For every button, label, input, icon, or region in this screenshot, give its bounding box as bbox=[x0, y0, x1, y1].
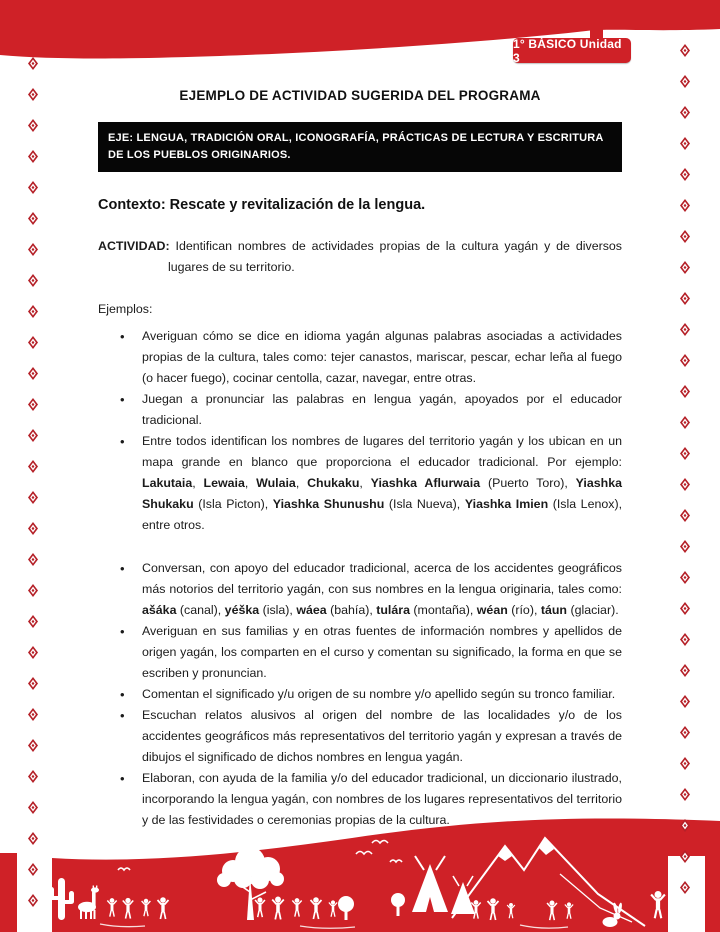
right-border-diamonds bbox=[680, 44, 690, 894]
eje-banner bbox=[98, 122, 622, 172]
diamond-ornament-icon bbox=[680, 664, 690, 677]
diamond-ornament-icon bbox=[680, 447, 690, 460]
contexto-heading: Contexto: Rescate y revitalización de la lengua. bbox=[98, 197, 426, 214]
diamond-ornament-icon bbox=[28, 863, 38, 876]
diamond-ornament-icon bbox=[680, 509, 690, 522]
diamond-ornament-icon bbox=[28, 677, 38, 690]
diamond-ornament-icon bbox=[28, 398, 38, 411]
diamond-ornament-icon bbox=[680, 75, 690, 88]
unit-badge-label: 1° BÁSICO Unidad 3 bbox=[513, 36, 622, 65]
bullet-item: • Escuchan relatos alusivos al origen del nombre de las localidades y/o de los accidentes geográficos más representativos del territorio yagán y expresan a través de dibujos el significado de dichos nombres en lengua yagán. bbox=[98, 705, 622, 768]
diamond-ornament-icon bbox=[680, 540, 690, 553]
diamond-ornament-icon bbox=[680, 416, 690, 429]
diamond-ornament-icon bbox=[680, 478, 690, 491]
eje-banner-text: EJE: LENGUA, TRADICIÓN ORAL, ICONOGRAFÍA, PRÁCTICAS DE LECTURA Y ESCRITURA DE LOS PUEBLOS ORIGINARIOS. bbox=[108, 132, 604, 162]
diamond-ornament-icon bbox=[680, 44, 690, 57]
diamond-ornament-icon bbox=[680, 354, 690, 367]
diamond-ornament-icon bbox=[28, 615, 38, 628]
diamond-ornament-icon bbox=[680, 137, 690, 150]
page-title: EJEMPLO DE ACTIVIDAD SUGERIDA DEL PROGRAMA bbox=[179, 88, 541, 103]
diamond-ornament-icon bbox=[28, 367, 38, 380]
diamond-ornament-icon bbox=[680, 788, 690, 801]
bullet-item: • Averiguan en sus familias y en otras fuentes de información nombres y apellidos de origen yagán, los comparten en el curso y comentan su significado, la forma en que se escriben y pronuncian. bbox=[98, 621, 622, 684]
diamond-ornament-icon bbox=[28, 553, 38, 566]
diamond-ornament-icon bbox=[680, 602, 690, 615]
bullet-item: • Conversan, con apoyo del educador tradicional, acerca de los accidentes geográficos más notorios del territorio yagán, con sus nombres en la lengua originaria, tales como: ašáka (canal), yéška (isla), wáea (bahía), tulára (montaña), wéan (río), táun (glaciar). bbox=[98, 558, 622, 621]
examples-list-2 bbox=[98, 558, 622, 831]
diamond-ornament-icon bbox=[680, 695, 690, 708]
diamond-ornament-icon bbox=[680, 385, 690, 398]
diamond-ornament-icon bbox=[28, 150, 38, 163]
actividad-label: ACTIVIDAD: bbox=[98, 239, 170, 254]
examples-list-1 bbox=[98, 326, 622, 536]
diamond-ornament-icon bbox=[28, 57, 38, 70]
diamond-ornament-icon bbox=[28, 894, 38, 907]
diamond-ornament-icon bbox=[28, 832, 38, 845]
diamond-ornament-icon bbox=[28, 305, 38, 318]
diamond-ornament-icon bbox=[28, 770, 38, 783]
diamond-ornament-icon bbox=[680, 726, 690, 739]
diamond-ornament-icon bbox=[680, 199, 690, 212]
diamond-ornament-icon bbox=[28, 460, 38, 473]
diamond-ornament-icon bbox=[28, 708, 38, 721]
diamond-ornament-icon bbox=[680, 757, 690, 770]
diamond-ornament-icon bbox=[28, 491, 38, 504]
bullet-item: • Entre todos identifican los nombres de lugares del territorio yagán y los ubican en un mapa grande en blanco que proporciona el educador tradicional. Por ejemplo: Lakutaia, Lewaia, Wulaia, Chukaku, Yiashka Aflurwaia (Puerto Toro), Yiashka Shukaku (Isla Picton), Yiashka Shunushu (Isla Nueva), Yiashka Imien (Isla Lenox), entre otros. bbox=[98, 431, 622, 536]
bullet-item: • Averiguan cómo se dice en idioma yagán algunas palabras asociadas a actividades propias de la cultura, tales como: tejer canastos, mariscar, pescar, echar leña al fuego (o hacer fuego), cocinar centolla, cazar, navegar, entre otras. bbox=[98, 326, 622, 389]
diamond-ornament-icon bbox=[28, 181, 38, 194]
diamond-ornament-icon bbox=[680, 819, 690, 832]
diamond-ornament-icon bbox=[28, 801, 38, 814]
diamond-ornament-icon bbox=[28, 646, 38, 659]
bullet-item: • Elaboran, con ayuda de la familia y/o del educador tradicional, un diccionario ilustrado, incorporando la lengua yagán, con nombres de los lugares representativos del territorio y de las festividades o ceremonias propias de la cultura. bbox=[98, 768, 622, 831]
diamond-ornament-icon bbox=[28, 336, 38, 349]
diamond-ornament-icon bbox=[28, 212, 38, 225]
bullet-item: • Juegan a pronunciar las palabras en lengua yagán, apoyados por el educador tradicional. bbox=[98, 389, 622, 431]
ejemplos-label: Ejemplos: bbox=[98, 302, 153, 317]
actividad-paragraph bbox=[98, 236, 622, 278]
actividad-text: Identifican nombres de actividades propias de la cultura yagán y de diversos lugares de su territorio. bbox=[168, 239, 622, 275]
diamond-ornament-icon bbox=[680, 323, 690, 336]
diamond-ornament-icon bbox=[680, 881, 690, 894]
diamond-ornament-icon bbox=[28, 429, 38, 442]
diamond-ornament-icon bbox=[680, 633, 690, 646]
bullet-item: • Comentan el significado y/u origen de su nombre y/o apellido según su tronco familiar. bbox=[98, 684, 622, 705]
diamond-ornament-icon bbox=[680, 850, 690, 863]
diamond-ornament-icon bbox=[28, 274, 38, 287]
diamond-ornament-icon bbox=[680, 292, 690, 305]
diamond-ornament-icon bbox=[680, 230, 690, 243]
diamond-ornament-icon bbox=[680, 106, 690, 119]
diamond-ornament-icon bbox=[28, 243, 38, 256]
document-content bbox=[98, 0, 622, 831]
diamond-ornament-icon bbox=[28, 584, 38, 597]
diamond-ornament-icon bbox=[28, 88, 38, 101]
diamond-ornament-icon bbox=[680, 168, 690, 181]
footer-left-bar bbox=[0, 853, 17, 932]
diamond-ornament-icon bbox=[28, 522, 38, 535]
diamond-ornament-icon bbox=[680, 261, 690, 274]
diamond-ornament-icon bbox=[28, 119, 38, 132]
diamond-ornament-icon bbox=[680, 571, 690, 584]
left-border-diamonds bbox=[28, 57, 38, 907]
diamond-ornament-icon bbox=[28, 739, 38, 752]
